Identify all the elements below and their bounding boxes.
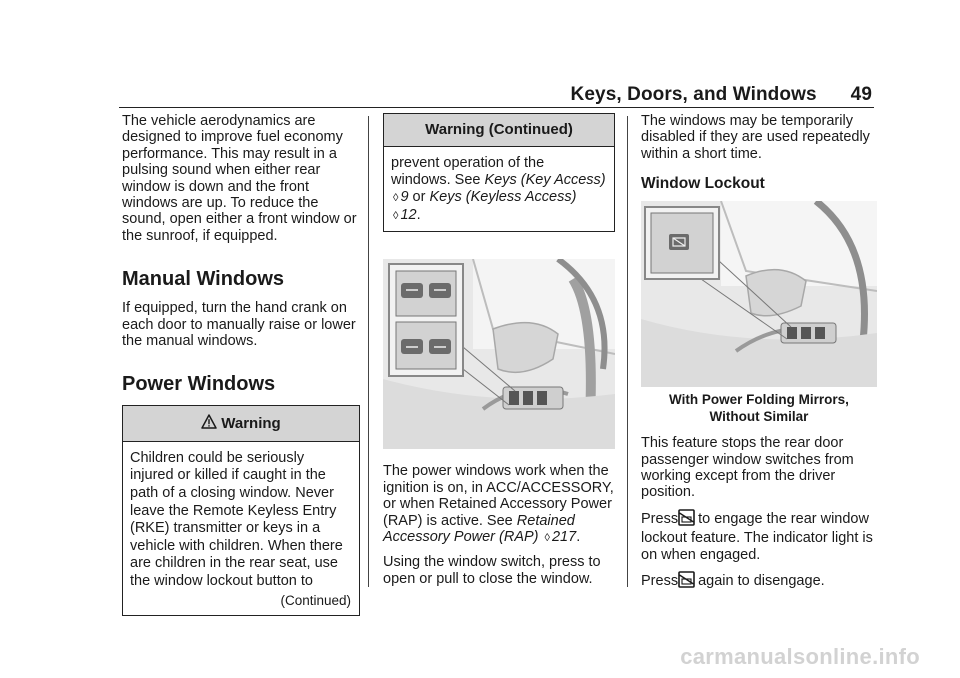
page-ref-icon: ◊ — [544, 532, 550, 545]
column-1 — [122, 113, 360, 616]
page-ref[interactable]: 12 — [400, 207, 417, 224]
window-lockout-illustration — [641, 201, 877, 387]
warning-text: Children could be seriously injured or killed if caught in the path of a closing window. Never leave the Remote Keyless Entry (RKE) transmitter or keys in a vehicle with children. When there are children in the rear seat, use the window lockout button to — [130, 449, 343, 590]
warning-body — [123, 442, 359, 615]
window-lockout-icon — [678, 509, 695, 530]
page-ref-icon: ◊ — [393, 210, 399, 223]
column-divider — [368, 116, 369, 587]
aerodynamics-paragraph: The vehicle aerodynamics are designed to improve fuel economy performance. This may result in a pulsing sound when either rear window is down and the front windows are up. To reduce the sound, open either a front window or the sunroof, if equipped. — [122, 113, 357, 244]
warning-header — [123, 406, 359, 441]
manual-windows-heading: Manual Windows — [122, 268, 285, 291]
window-switch-paragraph: Using the window switch, press to open or pull to close the window. — [383, 554, 601, 587]
warning-header: Warning (Continued) — [384, 114, 614, 147]
link-keys-key-access[interactable]: Keys (Key Access) — [484, 172, 606, 189]
watermark: carmanualsonline.info — [680, 644, 920, 669]
lockout-description: This feature stops the rear door passenger window switches from working except from the driver position. — [641, 435, 854, 501]
warning-box — [122, 405, 360, 616]
window-lockout-heading: Window Lockout — [641, 175, 765, 193]
page-ref-icon: ◊ — [393, 192, 399, 205]
page-header — [571, 84, 872, 106]
page-ref[interactable]: 9 — [400, 189, 409, 206]
figure-caption: With Power Folding Mirrors, Without Similar — [669, 392, 849, 425]
window-lockout-icon — [678, 571, 695, 592]
power-windows-paragraph: The power windows work when the ignition is on, in ACC/ACCESSORY, or when Retained Accessory Power (RAP) is active. See Retained Accessory Power (RAP) ◊ 217. — [383, 463, 614, 546]
window-switch-illustration — [383, 259, 615, 449]
column-divider — [627, 116, 628, 587]
door-illustration — [383, 259, 615, 449]
press-disengage-paragraph: Press again to disengage. — [641, 571, 877, 592]
link-rap[interactable]: Retained Accessory Power (RAP) — [383, 512, 575, 546]
warning-body: prevent operation of the windows. See Keys (Key Access) ◊ 9 or Keys (Keyless Access) ◊ 12. — [391, 155, 606, 224]
column-3 — [641, 113, 877, 600]
page-ref[interactable]: 217 — [551, 529, 577, 546]
warning-icon — [201, 414, 217, 430]
column-2 — [383, 113, 615, 595]
section-title: Keys, Doors, and Windows — [570, 84, 817, 105]
warning-box-continued — [383, 113, 615, 232]
link-keys-keyless-access[interactable]: Keys (Keyless Access) — [429, 189, 577, 206]
power-windows-heading: Power Windows — [122, 373, 276, 396]
warning-title: Warning — [221, 415, 281, 433]
continued-label: (Continued) — [280, 592, 351, 608]
header-rule — [119, 107, 874, 108]
door-illustration — [641, 201, 877, 387]
manual-windows-paragraph: If equipped, turn the hand crank on each door to manually raise or lower the manual windows. — [122, 300, 356, 350]
temporary-disable-paragraph: The windows may be temporarily disabled if they are used repeatedly within a short time. — [641, 113, 870, 162]
page-number: 49 — [850, 84, 872, 105]
press-engage-paragraph: Press to engage the rear window lockout feature. The indicator light is on when engaged. — [641, 510, 873, 563]
